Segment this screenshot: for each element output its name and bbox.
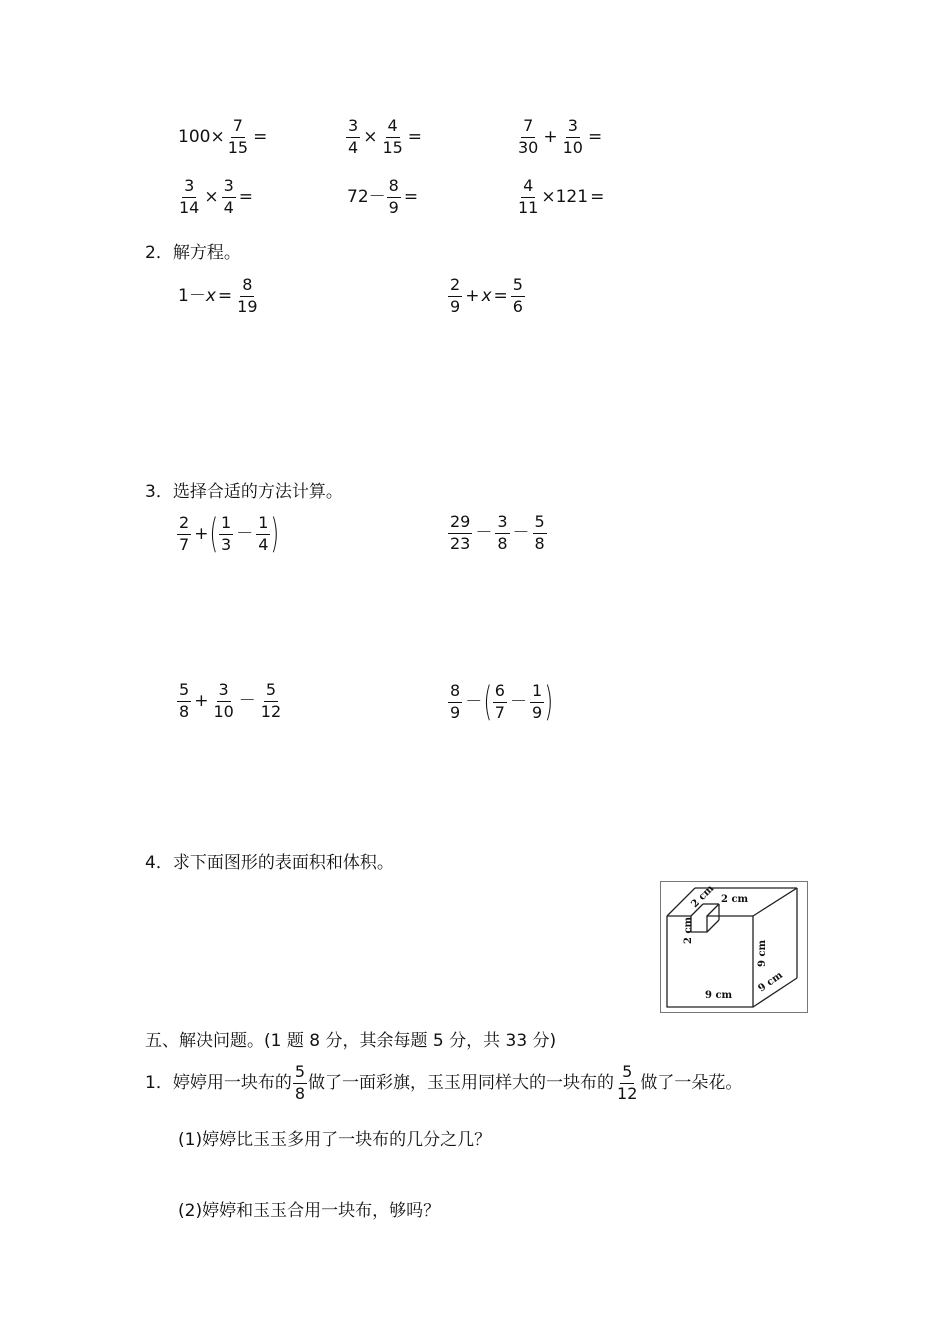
fraction: $\frac{6}{7}$: [494, 680, 505, 722]
variable-x: x: [205, 285, 216, 306]
fraction: $\frac{8}{9}$: [450, 680, 461, 722]
variable-x: x: [481, 285, 492, 306]
calc-r1c3: [515, 118, 604, 157]
sub-question-1: (1)婷婷比玉玉多用了一块布的几分之几？: [178, 1130, 492, 1150]
expression-4: [447, 679, 554, 725]
question-2-title: 2．解方程。: [145, 243, 241, 263]
operator: －: [238, 690, 256, 711]
fraction: $\frac{8}{19}$: [237, 275, 258, 316]
equals-sign: =: [403, 186, 419, 207]
fraction: $\frac{5}{12}$: [260, 680, 282, 721]
fraction: $\frac{29}{23}$: [450, 512, 471, 553]
label-height: 9 cm: [757, 939, 768, 967]
fraction: $\frac{5}{8}$: [294, 1062, 306, 1103]
expression-1: [176, 511, 280, 557]
right-paren: ): [270, 511, 280, 557]
equals-sign: =: [587, 126, 603, 147]
fraction: $\frac{5}{8}$: [534, 512, 545, 553]
fraction: $\frac{1}{9}$: [531, 680, 543, 722]
operator: －: [475, 522, 493, 543]
equals-sign: =: [407, 126, 423, 147]
fraction: $\frac{2}{9}$: [450, 275, 461, 316]
equation-2: [447, 277, 526, 316]
equals-sign: =: [590, 186, 605, 207]
cube-diagram: [661, 882, 807, 1012]
question-3-title: 3．选择合适的方法计算。: [145, 482, 343, 502]
label-notch-depth: 2 cm: [689, 883, 717, 911]
fraction: $\frac{1}{4}$: [258, 512, 269, 554]
fraction: $\frac{3}{10}$: [213, 680, 234, 721]
expression-2: [447, 514, 548, 553]
calc-r2c1: [176, 178, 255, 217]
section-5-title: 五、解决问题。(1 题 8 分，其余每题 5 分，共 33 分): [145, 1031, 557, 1051]
calc-r1c1: [178, 118, 269, 157]
label-width: 9 cm: [705, 990, 733, 1001]
calc-suffix: ×121: [541, 186, 589, 207]
cube-figure: [660, 881, 808, 1013]
right-paren: ): [544, 679, 554, 725]
eq-prefix: 1－: [178, 285, 206, 306]
operator: －: [512, 522, 530, 543]
equals-sign: =: [493, 285, 508, 306]
fraction: $\frac{5}{8}$: [179, 680, 190, 721]
sub-question-2: (2)婷婷和玉玉合用一块布，够吗？: [178, 1201, 441, 1221]
left-paren: (: [483, 679, 493, 725]
operator: +: [543, 126, 558, 147]
problem-text: 做了一朵花。: [640, 1072, 743, 1093]
operator: ×: [204, 186, 219, 207]
label-notch-width: 2 cm: [721, 894, 749, 905]
expression-3: [176, 682, 284, 721]
calc-r2c2: [347, 178, 420, 217]
problem-1: [145, 1064, 742, 1103]
calc-r2c3: [515, 178, 606, 217]
operator: －: [465, 691, 483, 712]
operator: ×: [363, 126, 378, 147]
fraction: $\frac{3}{14}$: [179, 176, 200, 217]
operator: －: [509, 691, 527, 712]
operator: +: [194, 690, 209, 711]
fraction: $\frac{5}{12}$: [617, 1062, 638, 1103]
calc-r1c2: [345, 118, 424, 157]
calc-prefix: 72－: [347, 186, 386, 207]
operator: +: [194, 523, 209, 544]
fraction: $\frac{3}{4}$: [348, 116, 359, 157]
operator: －: [236, 523, 254, 544]
fraction: $\frac{3}{8}$: [497, 512, 508, 553]
left-paren: (: [209, 511, 219, 557]
equals-sign: =: [217, 285, 233, 306]
equals-sign: =: [238, 186, 254, 207]
calc-prefix: 100×: [178, 126, 225, 147]
operator: +: [465, 285, 480, 306]
problem-text: 做了一面彩旗，玉玉用同样大的一块布的: [308, 1072, 615, 1093]
fraction: $\frac{3}{4}$: [223, 176, 234, 217]
fraction: $\frac{7}{15}$: [227, 116, 249, 157]
fraction: $\frac{2}{7}$: [179, 512, 190, 554]
problem-text: 1．婷婷用一块布的: [145, 1072, 292, 1093]
fraction: $\frac{4}{11}$: [518, 176, 539, 217]
equals-sign: =: [253, 126, 268, 147]
question-4-title: 4．求下面图形的表面积和体积。: [145, 853, 394, 873]
fraction: $\frac{5}{6}$: [512, 275, 523, 316]
label-depth: 9 cm: [756, 969, 785, 995]
label-notch-height: 2 cm: [683, 916, 694, 944]
fraction: $\frac{4}{15}$: [382, 116, 403, 157]
fraction: $\frac{8}{9}$: [388, 176, 399, 217]
fraction: $\frac{3}{10}$: [562, 116, 583, 157]
fraction: $\frac{1}{3}$: [221, 512, 232, 554]
equation-1: [178, 277, 261, 316]
fraction: $\frac{7}{30}$: [518, 116, 539, 157]
